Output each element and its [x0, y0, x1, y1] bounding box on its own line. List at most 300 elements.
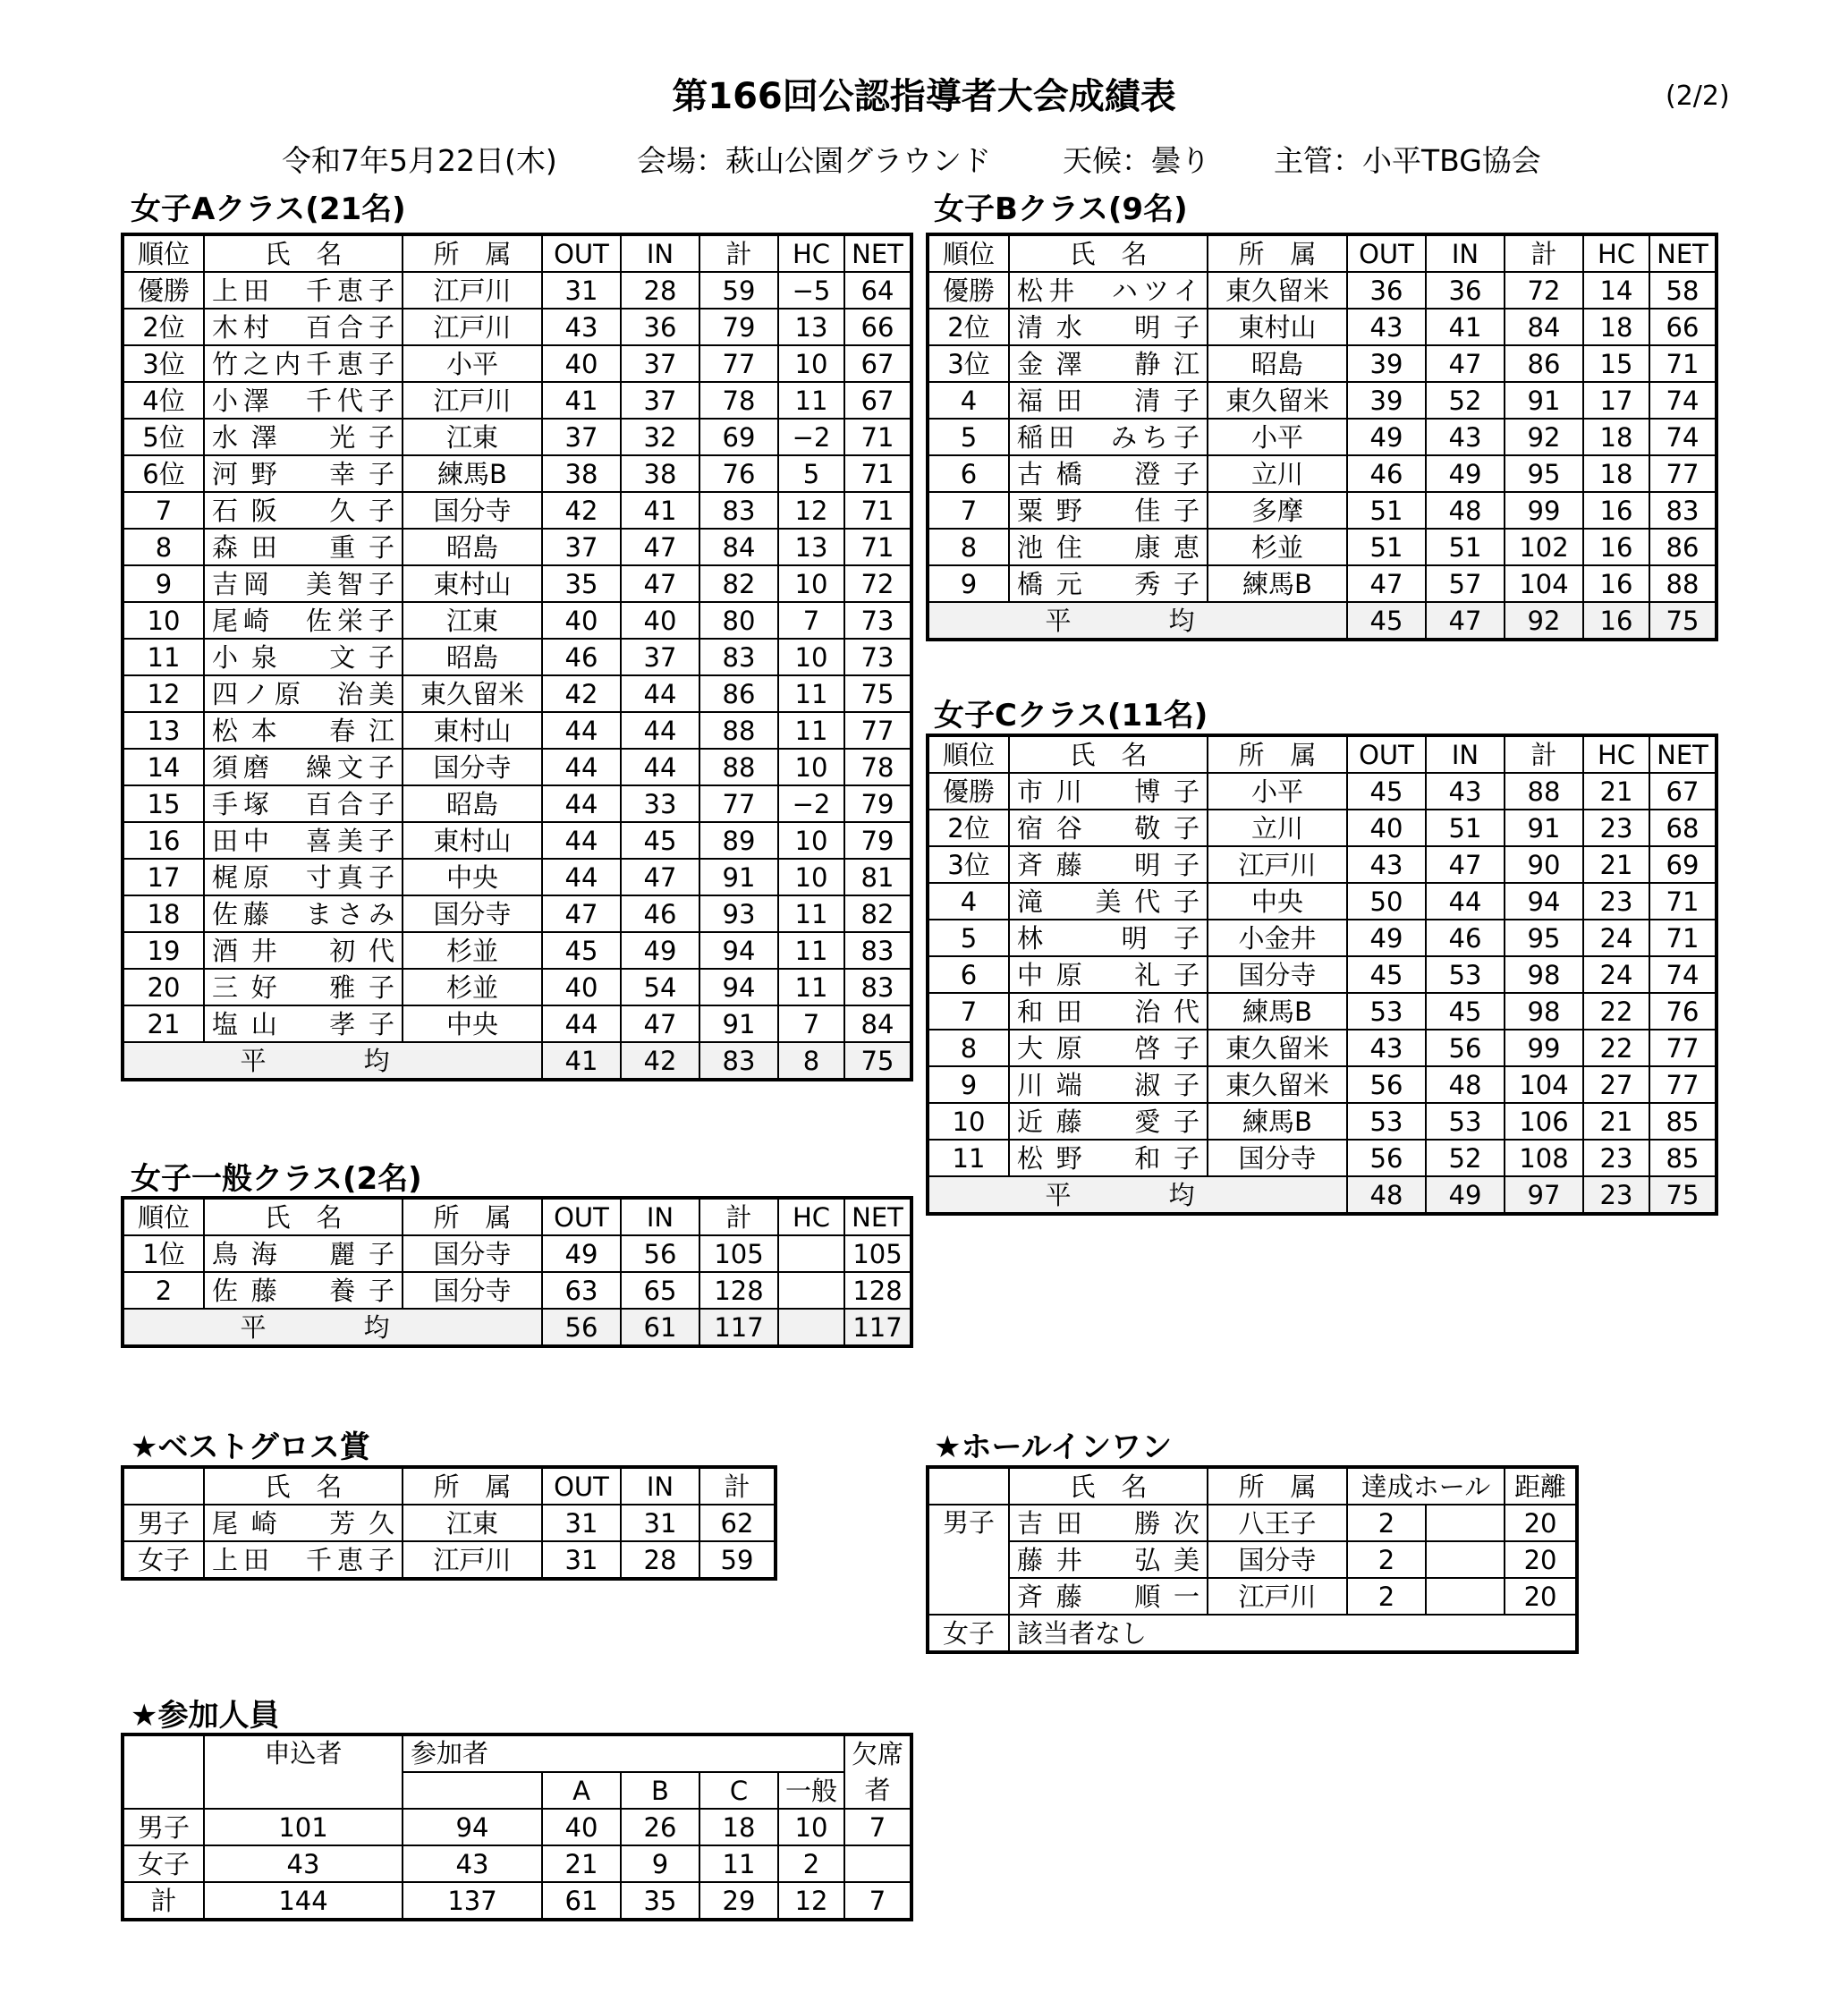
out-score-cell: 41 — [542, 382, 621, 419]
out-score-cell: 44 — [542, 859, 621, 895]
table-row — [928, 1615, 1576, 1651]
handicap-cell: 10 — [778, 859, 844, 895]
handicap-cell: 24 — [1583, 920, 1649, 956]
average-label: 平 均 — [123, 1042, 542, 1079]
rank-cell: 9 — [928, 565, 1009, 602]
handicap-cell: 11 — [778, 382, 844, 419]
player-name-cell: 大原 啓子 — [1009, 1030, 1208, 1066]
handicap-cell: 13 — [778, 529, 844, 565]
net-score-cell: 67 — [844, 345, 911, 382]
net-score-cell: 77 — [1649, 1030, 1716, 1066]
header-net: NET — [1649, 736, 1716, 773]
header-name: 氏 名 — [204, 1468, 403, 1505]
out-score-cell: 43 — [1347, 1030, 1426, 1066]
in-score-cell: 33 — [621, 785, 699, 822]
net-score-cell: 88 — [1649, 565, 1716, 602]
header-applied: 申込者 — [204, 1735, 403, 1809]
club-cell: 江戸川 — [1208, 1578, 1347, 1615]
handicap-cell: 23 — [1583, 883, 1649, 920]
in-score-cell: 51 — [1426, 529, 1505, 565]
handicap-cell: 27 — [1583, 1066, 1649, 1103]
header-participated: 参加者 — [403, 1735, 844, 1772]
rank-cell: 21 — [123, 1005, 204, 1042]
net-score-cell: 74 — [1649, 956, 1716, 993]
average-row — [123, 1309, 911, 1345]
player-name-cell: 吉田 勝次 — [1009, 1505, 1208, 1541]
rank-cell: 11 — [928, 1140, 1009, 1176]
participants-cell: 94 — [403, 1809, 542, 1845]
net-score-cell: 83 — [1649, 492, 1716, 529]
club-cell: 江東 — [403, 419, 542, 455]
total-score-cell: 94 — [699, 932, 778, 969]
table-row — [123, 419, 911, 455]
note-cell: 該当者なし — [1009, 1615, 1576, 1651]
handicap-cell: 7 — [778, 1005, 844, 1042]
out-score-cell: 37 — [542, 529, 621, 565]
player-name-cell: 木村 百合子 — [204, 309, 403, 345]
table-row — [123, 309, 911, 345]
in-score-cell: 48 — [1426, 492, 1505, 529]
total-score-cell: 102 — [1505, 529, 1583, 565]
participants-cell: 35 — [621, 1882, 699, 1919]
rank-cell: 8 — [123, 529, 204, 565]
out-score-cell: 43 — [1347, 309, 1426, 345]
out-score-cell: 51 — [1347, 529, 1426, 565]
handicap-cell: 14 — [1583, 272, 1649, 309]
handicap-cell: 11 — [778, 969, 844, 1005]
net-score-cell: 71 — [844, 455, 911, 492]
club-cell: 杉並 — [403, 969, 542, 1005]
in-score-cell: 36 — [1426, 272, 1505, 309]
table-row — [123, 1005, 911, 1042]
handicap-cell: 12 — [778, 492, 844, 529]
participants-cell: 40 — [542, 1809, 621, 1845]
header-rank: 順位 — [928, 235, 1009, 272]
header-hc: HC — [1583, 736, 1649, 773]
header-row — [123, 1468, 775, 1505]
header-hc: HC — [778, 235, 844, 272]
net-score-cell: 73 — [844, 639, 911, 675]
player-name-cell: 橋元 秀子 — [1009, 565, 1208, 602]
player-name-cell: 福田 清子 — [1009, 382, 1208, 419]
average-value: 61 — [621, 1309, 699, 1345]
player-name-cell: 佐藤 養子 — [204, 1272, 403, 1309]
header-rank: 順位 — [123, 1199, 204, 1235]
average-value: 42 — [621, 1042, 699, 1079]
header-net: NET — [844, 1199, 911, 1235]
handicap-cell: 16 — [1583, 492, 1649, 529]
header-total: 計 — [699, 235, 778, 272]
net-score-cell: 58 — [1649, 272, 1716, 309]
in-score-cell: 53 — [1426, 956, 1505, 993]
header-out: OUT — [542, 1468, 621, 1505]
header-row — [928, 235, 1716, 272]
participants-cell: 11 — [699, 1845, 778, 1882]
club-cell: 立川 — [1208, 810, 1347, 846]
header-hc: HC — [778, 1199, 844, 1235]
in-score-cell: 41 — [1426, 309, 1505, 345]
in-score-cell: 53 — [1426, 1103, 1505, 1140]
out-score-cell: 37 — [542, 419, 621, 455]
club-cell: 中央 — [403, 1005, 542, 1042]
rank-cell: 優勝 — [123, 272, 204, 309]
net-score-cell: 67 — [844, 382, 911, 419]
club-cell: 昭島 — [403, 529, 542, 565]
header-absent-2: 者 — [844, 1772, 911, 1809]
header-club: 所 属 — [403, 235, 542, 272]
total-score-cell: 88 — [1505, 773, 1583, 810]
handicap-cell: 17 — [1583, 382, 1649, 419]
event-date: 令和7年5月22日(木) — [282, 143, 557, 178]
club-cell: 東久留米 — [1208, 272, 1347, 309]
player-name-cell: 鳥海 麗子 — [204, 1235, 403, 1272]
in-score-cell: 38 — [621, 455, 699, 492]
handicap-cell: −2 — [778, 419, 844, 455]
header-out: OUT — [1347, 736, 1426, 773]
player-name-cell: 松野 和子 — [1009, 1140, 1208, 1176]
header-out: OUT — [542, 235, 621, 272]
total-score-cell: 91 — [699, 1005, 778, 1042]
net-score-cell: 74 — [1649, 419, 1716, 455]
total-score-cell: 93 — [699, 895, 778, 932]
total-score-cell: 91 — [1505, 810, 1583, 846]
player-name-cell: 吉岡 美智子 — [204, 565, 403, 602]
table-row — [928, 565, 1716, 602]
out-score-cell: 45 — [1347, 773, 1426, 810]
header-blank — [123, 1735, 204, 1809]
header-in: IN — [621, 1468, 699, 1505]
player-name-cell: 石阪 久子 — [204, 492, 403, 529]
total-score-cell: 104 — [1505, 565, 1583, 602]
total-score-cell: 89 — [699, 822, 778, 859]
total-score-cell: 91 — [1505, 382, 1583, 419]
in-score-cell: 47 — [1426, 846, 1505, 883]
net-score-cell: 64 — [844, 272, 911, 309]
table-row — [123, 1882, 911, 1919]
player-name-cell: 竹之内千恵子 — [204, 345, 403, 382]
player-name-cell: 金澤 静江 — [1009, 345, 1208, 382]
player-name-cell: 梶原 寸真子 — [204, 859, 403, 895]
player-name-cell: 松本 春江 — [204, 712, 403, 749]
out-score-cell: 46 — [542, 639, 621, 675]
header-name: 氏 名 — [204, 1199, 403, 1235]
club-cell: 中央 — [1208, 883, 1347, 920]
header-in: IN — [621, 1199, 699, 1235]
in-score-cell: 56 — [1426, 1030, 1505, 1066]
player-name-cell: 四ノ原 治美 — [204, 675, 403, 712]
out-score-cell: 45 — [542, 932, 621, 969]
handicap-cell: −5 — [778, 272, 844, 309]
out-score-cell: 42 — [542, 492, 621, 529]
player-name-cell: 塩山 孝子 — [204, 1005, 403, 1042]
average-value — [778, 1309, 844, 1345]
average-value: 117 — [844, 1309, 911, 1345]
club-cell: 国分寺 — [403, 1272, 542, 1309]
rank-cell: 4 — [928, 382, 1009, 419]
table-row — [123, 602, 911, 639]
out-score-cell: 36 — [1347, 272, 1426, 309]
net-score-cell: 67 — [1649, 773, 1716, 810]
class-c-table — [928, 735, 1717, 1214]
rank-cell: 20 — [123, 969, 204, 1005]
total-score-cell: 98 — [1505, 993, 1583, 1030]
page-number: (2/2) — [1666, 81, 1730, 112]
participants-cell: 女子 — [123, 1845, 204, 1882]
net-score-cell: 128 — [844, 1272, 911, 1309]
handicap-cell: 24 — [1583, 956, 1649, 993]
header-absent: 欠席 — [844, 1735, 911, 1772]
total-score-cell: 59 — [699, 1541, 775, 1578]
rank-cell: 6位 — [123, 455, 204, 492]
participants-cell: 18 — [699, 1809, 778, 1845]
participants-cell: 26 — [621, 1809, 699, 1845]
distance-cell: 20 — [1505, 1541, 1576, 1578]
in-score-cell: 56 — [621, 1235, 699, 1272]
rank-cell: 3位 — [123, 345, 204, 382]
rank-cell: 9 — [928, 1066, 1009, 1103]
rank-cell: 13 — [123, 712, 204, 749]
total-score-cell: 105 — [699, 1235, 778, 1272]
player-name-cell: 和田 治代 — [1009, 993, 1208, 1030]
table-row — [123, 492, 911, 529]
page-title: 第166回公認指導者大会成績表 — [672, 76, 1176, 117]
player-name-cell: 稲田 みち子 — [1009, 419, 1208, 455]
total-score-cell: 90 — [1505, 846, 1583, 883]
best-gross-title: ★ベストグロス賞 — [131, 1429, 370, 1465]
out-score-cell: 46 — [1347, 455, 1426, 492]
total-score-cell: 83 — [699, 639, 778, 675]
header-total: 計 — [1505, 235, 1583, 272]
participants-cell: 101 — [204, 1809, 403, 1845]
out-score-cell: 40 — [542, 602, 621, 639]
participants-cell: 43 — [204, 1845, 403, 1882]
out-score-cell: 45 — [1347, 956, 1426, 993]
header-row — [928, 736, 1716, 773]
handicap-cell: 11 — [778, 932, 844, 969]
header-rank: 順位 — [928, 736, 1009, 773]
table-row — [123, 895, 911, 932]
rank-cell: 14 — [123, 749, 204, 785]
table-row — [928, 810, 1716, 846]
net-score-cell: 71 — [844, 529, 911, 565]
net-score-cell: 77 — [844, 712, 911, 749]
handicap-cell: 23 — [1583, 1140, 1649, 1176]
club-cell: 多摩 — [1208, 492, 1347, 529]
table-row — [928, 1066, 1716, 1103]
rank-cell: 10 — [928, 1103, 1009, 1140]
gender-cell: 男子 — [123, 1505, 204, 1541]
club-cell: 東村山 — [403, 565, 542, 602]
net-score-cell: 76 — [1649, 993, 1716, 1030]
table-row — [123, 1845, 911, 1882]
average-label: 平 均 — [928, 1176, 1347, 1213]
participants-cell: 21 — [542, 1845, 621, 1882]
header-net: NET — [844, 235, 911, 272]
out-score-cell: 49 — [542, 1235, 621, 1272]
in-score-cell: 28 — [621, 272, 699, 309]
total-score-cell: 106 — [1505, 1103, 1583, 1140]
header-class-0: A — [542, 1772, 621, 1809]
rank-cell: 8 — [928, 1030, 1009, 1066]
club-cell: 国分寺 — [1208, 1140, 1347, 1176]
club-cell: 練馬B — [403, 455, 542, 492]
rank-cell: 7 — [928, 993, 1009, 1030]
out-score-cell: 56 — [1347, 1140, 1426, 1176]
participants-cell: 137 — [403, 1882, 542, 1919]
player-name-cell: 滝 美代子 — [1009, 883, 1208, 920]
in-score-cell: 48 — [1426, 1066, 1505, 1103]
club-cell: 国分寺 — [1208, 956, 1347, 993]
net-score-cell: 77 — [1649, 1066, 1716, 1103]
out-score-cell: 31 — [542, 1505, 621, 1541]
handicap-cell: 21 — [1583, 1103, 1649, 1140]
class-b-title: 女子Bクラス(9名) — [934, 191, 1188, 227]
in-score-cell: 45 — [1426, 993, 1505, 1030]
table-row — [928, 773, 1716, 810]
in-score-cell: 40 — [621, 602, 699, 639]
player-name-cell: 酒井 初代 — [204, 932, 403, 969]
in-score-cell: 47 — [621, 1005, 699, 1042]
player-name-cell: 小澤 千代子 — [204, 382, 403, 419]
total-score-cell: 69 — [699, 419, 778, 455]
table-row — [928, 1505, 1576, 1541]
out-score-cell: 43 — [1347, 846, 1426, 883]
net-score-cell: 85 — [1649, 1103, 1716, 1140]
participants-cell: 10 — [778, 1809, 844, 1845]
out-score-cell: 44 — [542, 822, 621, 859]
average-value: 49 — [1426, 1176, 1505, 1213]
handicap-cell: 18 — [1583, 309, 1649, 345]
net-score-cell: 71 — [1649, 345, 1716, 382]
rank-cell: 優勝 — [928, 773, 1009, 810]
event-organizer: 主管：小平TBG協会 — [1274, 143, 1541, 178]
player-name-cell: 林 明子 — [1009, 920, 1208, 956]
out-score-cell: 44 — [542, 749, 621, 785]
table-row — [123, 712, 911, 749]
out-score-cell: 39 — [1347, 345, 1426, 382]
total-score-cell: 92 — [1505, 419, 1583, 455]
average-value: 45 — [1347, 602, 1426, 639]
player-name-cell: 河野 幸子 — [204, 455, 403, 492]
average-value: 75 — [1649, 602, 1716, 639]
club-cell: 江戸川 — [403, 1541, 542, 1578]
club-cell: 小平 — [1208, 419, 1347, 455]
net-score-cell: 74 — [1649, 382, 1716, 419]
in-score-cell: 54 — [621, 969, 699, 1005]
net-score-cell: 83 — [844, 969, 911, 1005]
in-score-cell: 46 — [621, 895, 699, 932]
total-score-cell: 78 — [699, 382, 778, 419]
class-b-table — [928, 234, 1717, 640]
handicap-cell: 11 — [778, 895, 844, 932]
player-name-cell: 小泉 文子 — [204, 639, 403, 675]
net-score-cell: 69 — [1649, 846, 1716, 883]
out-score-cell: 56 — [1347, 1066, 1426, 1103]
gender-cell: 女子 — [123, 1541, 204, 1578]
handicap-cell: 21 — [1583, 846, 1649, 883]
player-name-cell: 尾崎 佐栄子 — [204, 602, 403, 639]
out-score-cell: 40 — [542, 345, 621, 382]
table-row — [928, 1140, 1716, 1176]
header-name: 氏 名 — [1009, 736, 1208, 773]
header-in: IN — [1426, 736, 1505, 773]
average-value: 8 — [778, 1042, 844, 1079]
rank-cell: 10 — [123, 602, 204, 639]
out-score-cell: 31 — [542, 272, 621, 309]
table-row — [123, 455, 911, 492]
club-cell: 昭島 — [1208, 345, 1347, 382]
net-score-cell: 81 — [844, 859, 911, 895]
table-row — [928, 956, 1716, 993]
total-score-cell: 62 — [699, 1505, 775, 1541]
table-row — [928, 419, 1716, 455]
participants-cell: 7 — [844, 1809, 911, 1845]
average-value: 83 — [699, 1042, 778, 1079]
in-score-cell: 44 — [621, 675, 699, 712]
header-net: NET — [1649, 235, 1716, 272]
gender-cell: 女子 — [928, 1615, 1009, 1651]
net-score-cell: 84 — [844, 1005, 911, 1042]
club-cell: 東久留米 — [1208, 382, 1347, 419]
player-name-cell: 上田 千恵子 — [204, 272, 403, 309]
total-score-cell: 99 — [1505, 492, 1583, 529]
player-name-cell: 手塚 百合子 — [204, 785, 403, 822]
club-cell: 小平 — [403, 345, 542, 382]
table-row — [123, 859, 911, 895]
header-club: 所 属 — [403, 1468, 542, 1505]
handicap-cell: 13 — [778, 309, 844, 345]
table-row — [123, 1505, 775, 1541]
average-row — [928, 602, 1716, 639]
club-cell: 江戸川 — [403, 309, 542, 345]
header-distance: 距離 — [1505, 1468, 1576, 1505]
player-name-cell: 清水 明子 — [1009, 309, 1208, 345]
player-name-cell: 宿谷 敬子 — [1009, 810, 1208, 846]
participants-cell: 9 — [621, 1845, 699, 1882]
net-score-cell: 77 — [1649, 455, 1716, 492]
table-row — [928, 455, 1716, 492]
average-value: 92 — [1505, 602, 1583, 639]
player-name-cell: 古橋 澄子 — [1009, 455, 1208, 492]
rank-cell: 2位 — [928, 309, 1009, 345]
table-row — [123, 639, 911, 675]
net-score-cell: 71 — [844, 492, 911, 529]
table-row — [928, 309, 1716, 345]
club-cell: 昭島 — [403, 785, 542, 822]
player-name-cell: 尾崎 芳久 — [204, 1505, 403, 1541]
out-score-cell: 38 — [542, 455, 621, 492]
header-club: 所 属 — [1208, 235, 1347, 272]
handicap-cell: 10 — [778, 565, 844, 602]
handicap-cell: 11 — [778, 712, 844, 749]
rank-cell: 19 — [123, 932, 204, 969]
table-row — [928, 1030, 1716, 1066]
net-score-cell: 83 — [844, 932, 911, 969]
player-name-cell: 粟野 佳子 — [1009, 492, 1208, 529]
rank-cell: 9 — [123, 565, 204, 602]
out-score-cell: 47 — [542, 895, 621, 932]
participants-cell: 計 — [123, 1882, 204, 1919]
participants-cell: 男子 — [123, 1809, 204, 1845]
class-a-table — [123, 234, 911, 1080]
table-row — [123, 1541, 775, 1578]
table-row — [123, 822, 911, 859]
table-row — [928, 1541, 1576, 1578]
average-label: 平 均 — [123, 1309, 542, 1345]
in-score-cell: 47 — [1426, 345, 1505, 382]
net-score-cell: 105 — [844, 1235, 911, 1272]
header-in: IN — [621, 235, 699, 272]
